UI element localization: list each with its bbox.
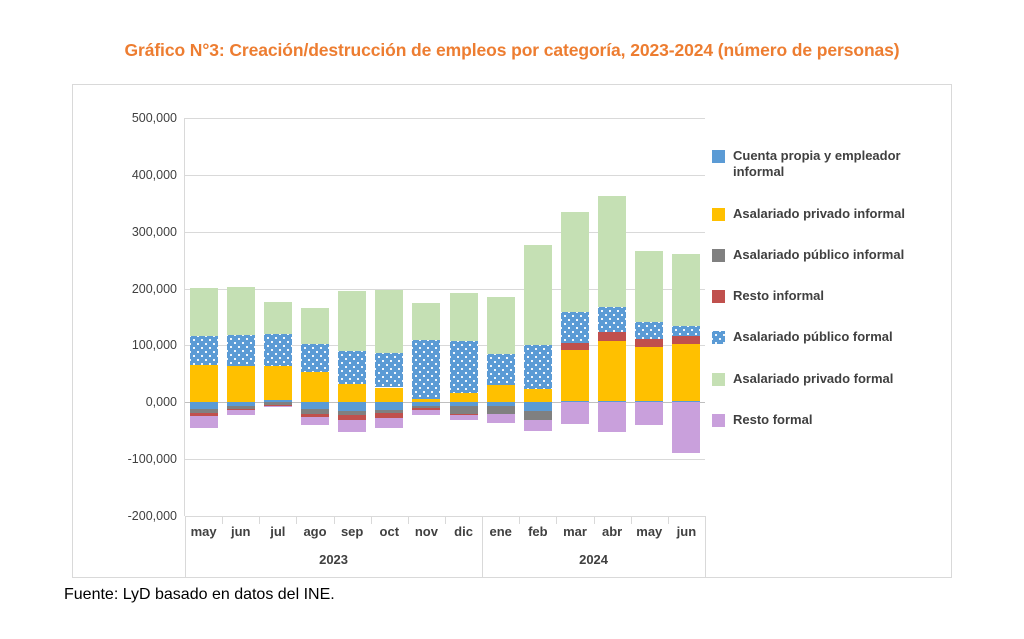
x-axis [185,516,705,578]
x-axis-group-label: 2023 [319,552,349,567]
year-separator [482,516,483,578]
x-axis-tick-label: mar [563,524,587,539]
bar-segment [190,365,218,403]
bar-segment [412,399,440,402]
bar-segment [375,353,403,387]
bar-segment [672,254,700,326]
legend-label: Resto formal [733,411,813,427]
bar-segment [301,402,329,409]
bar-segment [635,339,663,346]
legend-label: Cuenta propia y empleador informal [733,148,901,180]
bar-segment [598,196,626,307]
bar-segment [375,388,403,403]
bar-segment [672,344,700,401]
bar-column [487,118,515,516]
bar-column [227,118,255,516]
bar-segment [635,402,663,425]
bar-segment [301,372,329,403]
bar-segment [190,402,218,409]
x-axis-tick-label: dic [454,524,473,539]
y-axis-tick-label: 0,000 [145,395,177,410]
chart-legend [712,148,942,453]
bar-segment [450,341,478,393]
bar-segment [227,366,255,402]
bar-segment [635,251,663,322]
bar-segment [672,402,700,453]
y-axis-tick-label: 400,000 [131,167,177,182]
x-axis-tick-label: jun [230,524,251,539]
x-axis-tick [668,516,669,524]
bar-segment [524,245,552,346]
bar-column [635,118,663,516]
x-axis-group-label: 2024 [579,552,609,567]
bar-segment [375,290,403,354]
bar-segment [672,326,700,336]
legend-item[interactable] [712,288,942,304]
bar-segment [375,418,403,428]
x-axis-tick [222,516,223,524]
bar-segment [338,351,366,383]
source-note: Fuente: LyD basado en datos del INE. [64,586,335,603]
year-separator [705,516,706,578]
bar-column [524,118,552,516]
x-axis-tick-label: may [636,524,663,539]
chart-plot-area [127,111,705,523]
bar-segment [227,335,255,366]
legend-label: Asalariado privado informal [733,205,905,221]
bar-segment [487,354,515,385]
bar-segment [412,410,440,415]
bar-segment [412,303,440,340]
bar-segment [450,415,478,420]
bar-segment [301,308,329,344]
x-axis-tick-label: sep [340,524,364,539]
bar-segment [264,302,292,334]
bar-segment [264,334,292,366]
bar-segment [227,287,255,335]
bar-segment [635,322,663,339]
legend-item[interactable] [712,329,942,345]
bar-segment [561,350,589,401]
bar-segment [338,402,366,411]
bar-segment [561,212,589,312]
bar-segment [598,341,626,401]
x-axis-tick-label: may [190,524,217,539]
y-axis-line [184,118,185,516]
bar-segment [264,366,292,400]
bar-column [598,118,626,516]
y-axis-tick-label: 500,000 [131,111,177,125]
bar-column [264,118,292,516]
bar-segment [487,414,515,424]
bar-segment [524,411,552,420]
legend-item[interactable] [712,206,942,222]
bar-segment [672,336,700,344]
bar-column [375,118,403,516]
legend-item[interactable] [712,412,942,428]
x-axis-tick-label: ago [303,524,327,539]
bar-segment [524,420,552,431]
year-separator [185,516,186,578]
x-axis-tick-label: jul [270,524,286,539]
legend-swatch [712,331,725,344]
bar-segment [338,291,366,351]
bar-segment [375,402,403,409]
legend-swatch [712,373,725,386]
y-axis-tick-label: 300,000 [131,224,177,239]
bar-column [450,118,478,516]
x-axis-tick [408,516,409,524]
bar-segment [301,417,329,425]
y-axis-tick-label: -100,000 [127,452,177,467]
bar-segment [598,307,626,332]
x-axis-tick [631,516,632,524]
x-axis-tick [334,516,335,524]
legend-label: Asalariado público informal [733,246,905,262]
bar-column [561,118,589,516]
page-title: Gráfico N°3: Creación/destrucción de empleos por categoría, 2023-2024 (número de personas) [124,40,900,60]
legend-swatch [712,150,725,163]
bar-segment [264,406,292,407]
bar-segment [338,384,366,403]
x-axis-tick [519,516,520,524]
bar-segment [561,312,589,343]
bar-segment [561,343,589,350]
bar-segment [450,293,478,341]
legend-item[interactable] [712,247,942,263]
bar-segment [487,385,515,402]
bar-segment [190,336,218,364]
bar-segment [561,402,589,424]
bar-segment [227,410,255,415]
y-axis-tick-label: 100,000 [131,338,177,353]
legend-swatch [712,290,725,303]
bar-segment [450,393,478,402]
bar-column [338,118,366,516]
x-axis-tick [445,516,446,524]
y-axis-tick-label: -200,000 [127,509,177,523]
x-axis-tick [259,516,260,524]
legend-item[interactable] [712,148,942,181]
bar-column [190,118,218,516]
bar-segment [524,402,552,411]
bar-column [672,118,700,516]
x-axis-tick-label: feb [528,524,548,539]
x-axis-tick [371,516,372,524]
x-axis-tick [556,516,557,524]
x-axis-tick [594,516,595,524]
x-axis-tick-label: abr [602,524,623,539]
legend-label: Resto informal [733,288,825,303]
x-axis-tick [296,516,297,524]
legend-swatch [712,414,725,427]
bar-segment [598,402,626,432]
bar-segment [487,297,515,354]
bar-segment [635,347,663,401]
legend-label: Asalariado público formal [733,329,893,345]
legend-swatch [712,208,725,221]
legend-item[interactable] [712,371,942,387]
bar-segment [190,288,218,336]
bar-segment [190,416,218,429]
bar-column [412,118,440,516]
legend-swatch [712,249,725,262]
bar-segment [301,344,329,371]
bar-segment [524,345,552,389]
legend-label: Asalariado privado formal [733,370,894,386]
x-axis-tick-label: oct [379,524,400,539]
bar-segment [487,406,515,413]
bar-segment [598,332,626,341]
bar-segment [338,420,366,431]
bar-segment [524,389,552,402]
bar-column [301,118,329,516]
x-axis-tick-label: ene [489,524,512,539]
x-axis-tick-label: nov [414,524,438,539]
bar-segment [412,340,440,399]
x-axis-tick-label: jun [676,524,697,539]
y-axis-tick-label: 200,000 [131,281,177,296]
bar-segment [450,406,478,413]
